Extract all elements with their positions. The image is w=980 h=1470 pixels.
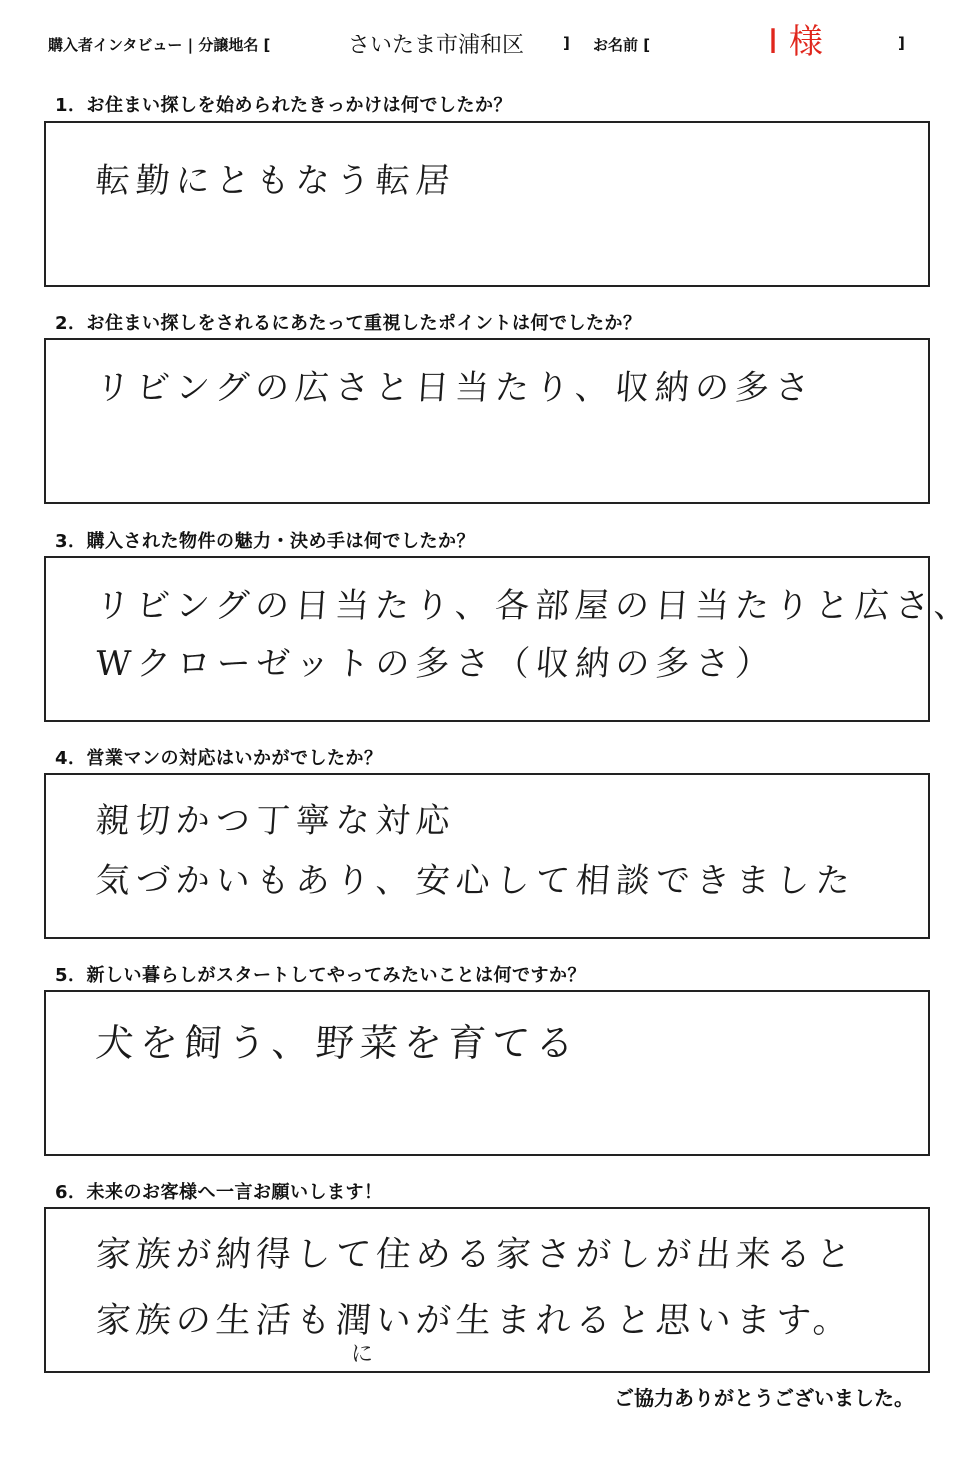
answer-6-line-2: 家族の生活も潤いが生まれると思います。 [94,1301,855,1341]
question-5: 5．新しい暮らしがスタートしてやってみたいことは何ですか？ [55,965,587,986]
answer-box-6 [44,1207,930,1373]
customer-name: I 様 [768,22,823,62]
answer-3-line-1: リビングの日当たり、各部屋の日当たりと広さ、 [94,586,976,626]
site-bracket-close: ] [563,34,570,52]
answer-4-line-1: 親切かつ丁寧な対応 [94,801,458,841]
answer-4-line-2: 気づかいもあり、安心して相談できました [94,861,858,901]
question-6: 6．未来のお客様へ一言お願いします！ [55,1182,383,1203]
question-3: 3．購入された物件の魅力・決め手は何でしたか？ [55,531,476,552]
answer-box-2 [44,338,930,504]
name-label: お名前 [ [593,36,651,54]
answer-box-4 [44,773,930,939]
answer-box-1 [44,121,930,287]
answer-box-5 [44,990,930,1156]
answer-3-line-2: Wクローゼットの多さ（収納の多さ） [94,644,777,684]
question-2: 2．お住まい探しをされるにあたって重視したポイントは何でしたか？ [55,313,642,334]
answer-box-3 [44,556,976,722]
header-label: 購入者インタビュー | 分譲地名 [ [48,36,271,54]
answer-6-line-1: 家族が納得して住める家さがしが出来ると [94,1235,858,1275]
question-1: 1．お住まい探しを始められたきっかけは何でしたか？ [55,95,513,116]
interview-header [48,22,948,74]
site-name: さいたま市浦和区 [348,33,525,58]
answer-1-line-1: 転勤にともなう転居 [94,161,458,201]
answer-5-line-1: 犬を飼う、野菜を育てる [94,1021,582,1065]
name-bracket-close: ] [898,34,905,52]
thanks-message: ご協力ありがとうございました。 [614,1386,914,1410]
correction-mark: に [351,1342,374,1367]
answer-2-line-1: リビングの広さと日当たり、収納の多さ [94,368,817,408]
question-4: 4．営業マンの対応はいかがでしたか？ [55,748,383,769]
